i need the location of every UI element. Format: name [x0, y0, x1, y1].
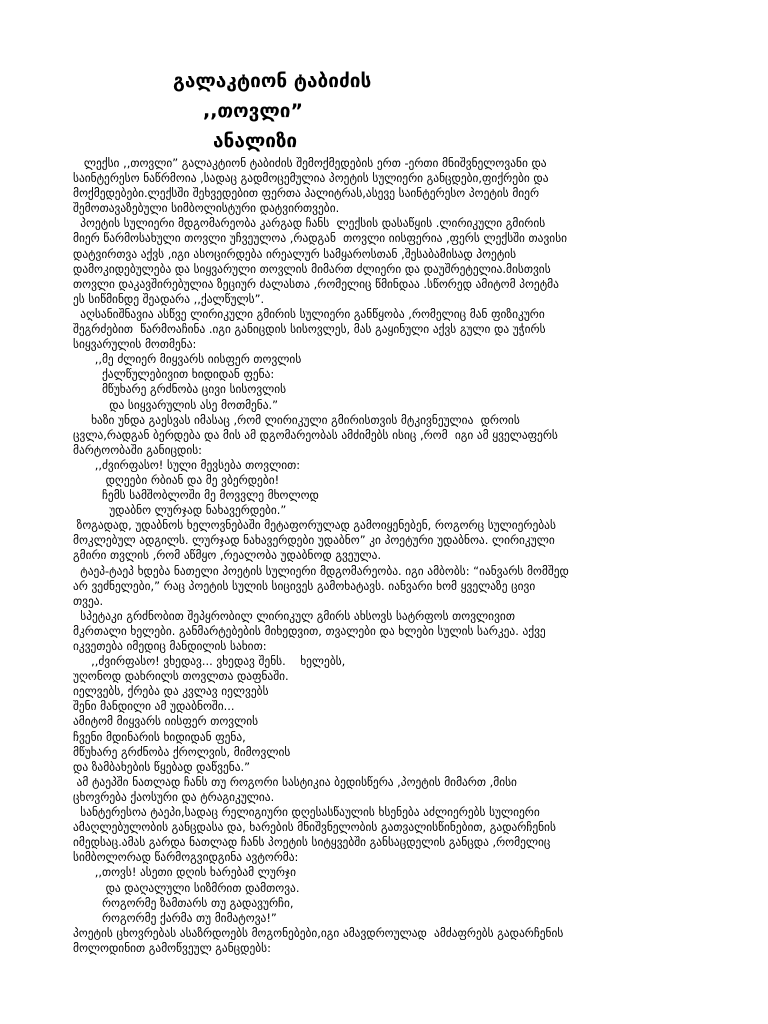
- body-line: მკრთალი ხელები. განმარტებების მიხედვით, თვალები და ხლები სულის სარკეა. აქვე: [73, 623, 546, 638]
- body-line: მოლოდინით გამოწვეულ განცდებს:: [73, 940, 271, 955]
- body-line: ცხოვრება ქაოსური და ტრაგიკულია.: [73, 789, 275, 804]
- body-line: სპეტაკი გრძნობით შეპყრობილ ლირიკულ გმირს ახსოვს სატრფოს თოვლივით: [73, 608, 515, 623]
- body-line: ,,თოვს! ასეთი დღის ხარებამ ლურჯი: [73, 865, 296, 880]
- body-line: არ ვეძნელები,” რაც პოეტის სულის სიცივეს გამოხატავს. იანვარი ხომ ყველაზე ცივი: [73, 578, 536, 593]
- body-line: დღეები რბიან და მე ვბერდები!: [73, 472, 280, 487]
- body-line: და ზამბახების წყებად დაწვენა.”: [73, 759, 251, 774]
- body-line: შემოთავაზებული სიმბოლისტური დატვირთვები.: [73, 201, 340, 216]
- body-line: ლექსი ,,თოვლი” გალაკტიონ ტაბიძის შემოქმედების ერთ -ერთი მნიშვნელოვანი და: [73, 156, 547, 170]
- body-line: მწუხარე გრძნობა ქროლვის, მიმოვლის: [73, 744, 291, 759]
- title-line-2: ,,თოვლი”: [203, 100, 303, 122]
- body-line: სიმბოლორად წარმოგვიდგინა ავტორმა:: [73, 850, 299, 865]
- body-line: დატვირთვა აქვს ,იგი ასოცირდება ირეალურ სამყაროსთან ,შესაბამისად პოეტის: [73, 246, 517, 261]
- body-line: გმირი თვლის ,რომ აწმყო ,რეალობა უდაბნოდ გვეულა.: [73, 548, 382, 563]
- body-line: და დაღალული სიზმრით დამთოვა.: [73, 880, 300, 895]
- body-line: თვეა.: [73, 593, 104, 608]
- body-line: სანტერესოა ტაეპი,სადაც რელიგიური დღესასწაულის ხსენება აძლიერებს სულიერი: [73, 805, 540, 820]
- body-line: ჩემს სამშობლოში მე მოვვლე მხოლოდ: [73, 488, 319, 503]
- body-line: თოვლი დაკავშირებულია ზეციურ ძალასთა ,რომელიც წმინდაა .სწორედ ამიტომ პოეტმა: [73, 276, 559, 291]
- body-line: სიყვარულის მოთმენა:: [73, 337, 197, 352]
- body-line: პოეტის ცხოვრებას ასაზრდოებს მოგონებები,იგი ამავდროულად ამძაფრებს გადარჩენის: [73, 925, 564, 940]
- body-line: ტაეპ-ტაეპ ხდება ნათელი პოეტის სულიერი მდგომარეობა. იგი ამბობს: “იანვარს მომშედ: [73, 563, 569, 578]
- body-line: იმედსაც.ამას გარდა ნათლად ჩანს პოეტის სიტყვებში განსაცდელის განცდა ,რომელიც: [73, 835, 551, 850]
- body-line: მიერ წარმოსახული თოვლი უჩვეულოა ,რადგან თოვლი იისფერია ,ფერს ლექსში თავისი: [73, 231, 568, 246]
- body-line: მწუხარე გრძნობა ცივი სისოვლის: [73, 382, 287, 397]
- body-line: მარტოობაში განიცდის:: [73, 442, 203, 457]
- body-line: როგორმე ზამთარს თუ გადავურჩი,: [73, 895, 294, 910]
- body-line: ,,ძვირფასო! ვხედავ... ვხედავ შენს. ხელებს,: [73, 654, 346, 669]
- body-line: ,,ძვირფასო! სული მევსება თოვლით:: [73, 457, 301, 472]
- body-line: ამაღლებულობის განცდასა და, ხარების მნიშვნელობის გათვალისწინებით, გადარჩენის: [73, 820, 556, 835]
- body-line: და სიყვარულის ასე მოთმენა.”: [73, 397, 279, 412]
- body-line: ეს სიწმინდე შეადარა ,,ქალწულს”.: [73, 291, 265, 306]
- body-line: ქალწულებივით ხიდიდან ფენა:: [73, 367, 275, 382]
- body-line: ამ ტაეპში ნათლად ჩანს თუ როგორი სასტიკია ბედისწერა ,პოეტის მიმართ ,მისი: [73, 774, 517, 789]
- document-body: [73, 156, 723, 956]
- body-line: აღსანიშნავია ასწვე ლირიკული გმირის სულიერი განწყობა ,რომელიც მან ფიზიკური: [73, 306, 545, 321]
- document-title: [173, 66, 371, 156]
- body-line: მოკლებულ ადგილს. ლურჯად ნახავერდები უდაბნო” კი პოეტური უდაბნოა. ლირიკული: [73, 533, 555, 548]
- body-line: უდაბნო ლურჯად ნახავერდები.”: [73, 503, 287, 518]
- title-line-3: ანალიზი: [213, 130, 298, 152]
- body-line: უღონოდ დახრილს თოვლთა დაფნაში.: [73, 669, 289, 684]
- body-line: იკვეთება იმედიც მანდილის სახით:: [73, 639, 267, 653]
- body-line: მოქმედებები.ლექსში შეხვედებით ფერთა პალიტრას,ასევე საინტერესო პოეტის მიერ: [73, 186, 540, 201]
- body-line: ჩვენი მდინარის ხიდიდან ფენა,: [73, 729, 246, 744]
- body-line: შეგრძებით წარმოაჩინა .იგი განიცდის სისოვლეს, მას გაყინული აქვს გული და უჭირს: [73, 322, 546, 337]
- body-line: დამოკიდებულება და სიყვარული თოვლის მიმართ ძლიერი და დაუშრეტელია.მისთვის: [73, 261, 551, 276]
- body-line: საინტერესო ნაწრმოია ,სადაც გადმოცემულია პოეტის სულიერი განცდები,ფიქრები და: [73, 171, 549, 186]
- body-line: ამიტომ მიყვარს იისფერ თოვლის: [73, 714, 259, 729]
- body-line: ცვლა,რადგან ბერდება და მის ამ დგომარეობას ამძიმებს ისიც ,რომ იგი ამ ყველაფერს: [73, 427, 558, 442]
- body-line: პოეტის სულიერი მდგომარეობა კარგად ჩანს ლექსის დასაწყის .ლირიკული გმირის: [73, 216, 546, 231]
- body-line: ხაზი უნდა გაესვას იმასაც ,რომ ლირიკული გმირისთვის მტკივნეულია დროის: [73, 412, 520, 427]
- body-line: იელვებს, ქრება და კვლავ იელვებს: [73, 684, 269, 699]
- body-line: ზოგადად, უდაბნოს ხელოვნებაში მეტაფორულად გამოიყენებენ, როგორც სულიერებას: [73, 518, 556, 533]
- title-line-1: გალაკტიონ ტაბიძის: [173, 70, 372, 92]
- body-line: როგორმე ქარმა თუ მიმატოვა!”: [73, 910, 277, 925]
- body-line: ,,მე ძლიერ მიყვარს იისფერ თოვლის: [73, 352, 302, 367]
- body-line: შენი მანდილი ამ უდაბნოში...: [73, 699, 235, 714]
